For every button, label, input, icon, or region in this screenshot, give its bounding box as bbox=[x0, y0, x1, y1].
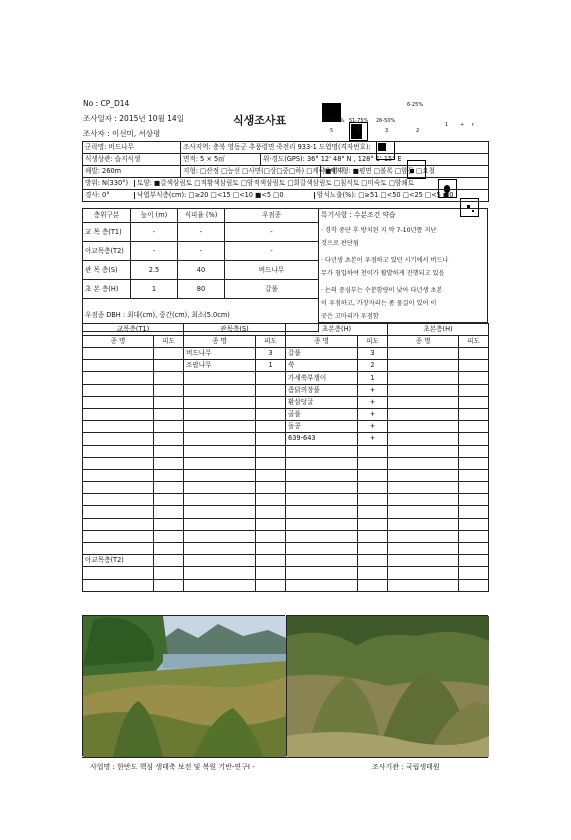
table-row: 교 목 층(T1) - - - bbox=[83, 223, 319, 242]
shrub-species-cover: 1 bbox=[256, 360, 286, 372]
page-title: 식생조사표 bbox=[233, 114, 287, 127]
group-header-herb: 초본층(H) bbox=[286, 324, 388, 336]
document-number: No : CP_D14 bbox=[83, 99, 130, 108]
slope: 경사: 0° bbox=[83, 192, 135, 199]
cover-num-5: 5 bbox=[330, 128, 334, 134]
species-row bbox=[83, 457, 489, 469]
vegetation-type: 식생상관: 습지식생 bbox=[83, 154, 181, 166]
species-row bbox=[83, 469, 489, 481]
table-row: 초 본 층(H) 1 80 갈풀 bbox=[83, 280, 319, 299]
project-name: 사업명 : 한반도 핵심 생태축 보전 및 복원 기반-연구Ⅰ - bbox=[90, 763, 255, 771]
footer-rule bbox=[82, 757, 488, 758]
remarks-title: 특기사항 : 수분조건 약습 bbox=[321, 211, 396, 219]
rock-exposure: 암석노출(%): □≥51 □<50 □<25 □<5 ■0 bbox=[317, 191, 454, 200]
subtree-layer-label: 아교목층(T2) bbox=[83, 555, 154, 567]
cover-num-plus: + bbox=[460, 122, 465, 128]
microlandform: 미세지형: ■평면 □볼록 □함몰 □요철 bbox=[321, 166, 489, 178]
survey-site: 조사지역: 충북 영동군 추풍령면 죽전리 933-1 도엽명(격자번호): bbox=[181, 142, 489, 154]
cover-num-2: 2 bbox=[416, 128, 420, 134]
species-row bbox=[83, 518, 489, 530]
column-headers: 종 명 피도 종 명 피도 종 명 피도 종 명 피도 bbox=[83, 336, 489, 348]
group-header-herb-2: 초본층(H) bbox=[388, 324, 489, 336]
group-header-tree: 교목층(T1) bbox=[83, 324, 184, 336]
species-row bbox=[83, 408, 489, 420]
herb-species-cover: 2 bbox=[358, 360, 388, 372]
cover-num-r: r bbox=[472, 122, 475, 128]
layer-header-dominant: 우점종 bbox=[225, 209, 319, 223]
herb-species-cover: + bbox=[358, 421, 388, 433]
herb-species-name: 가세쑥부쟁이 bbox=[286, 372, 358, 384]
cover-label-2: 6-25% bbox=[407, 102, 424, 108]
species-row bbox=[83, 445, 489, 457]
remarks-box: 특기사항 : 수분조건 약습 · 경작 중단 후 방치된 지 약 7-10년쯤 지난 것으로 판단됨 · 다년생 초본이 우점하고 있던 시기에서 버드나 무가 침입하여 천이가 활발하게 진행되고 있음 · 논의 중심부는 수분함량이 낮아 다년생 초본 이 우점하고, 가장자리는 좀 물길이 있어 이 곳은 고마리가 우점함 bbox=[318, 208, 488, 323]
plot-area: 면적: 5 × 5㎡ bbox=[181, 154, 261, 166]
herb-species-cover: + bbox=[358, 396, 388, 408]
species-row bbox=[83, 384, 489, 396]
dominant-dbh: 우점종 DBH : 최대(cm), 중간(cm), 최소(5.0cm) bbox=[83, 299, 319, 332]
species-row bbox=[83, 421, 489, 433]
species-row bbox=[83, 555, 489, 567]
herb-species-cover: 3 bbox=[358, 348, 388, 360]
herb-species-name: 좀닭의장풀 bbox=[286, 384, 358, 396]
herb-species-name: 쑥 bbox=[286, 360, 358, 372]
herb-species-cover: + bbox=[358, 408, 388, 420]
table-row: 아교목층(T2) - - - bbox=[83, 242, 319, 261]
species-row bbox=[83, 360, 489, 372]
cover-num-1: 1 bbox=[445, 122, 449, 128]
herb-species-cover: + bbox=[358, 384, 388, 396]
species-row bbox=[83, 482, 489, 494]
site-photo-2 bbox=[286, 615, 488, 756]
species-row bbox=[83, 348, 489, 360]
species-row bbox=[83, 579, 489, 591]
species-row bbox=[83, 530, 489, 542]
elevation: 해발: 260m bbox=[83, 166, 181, 178]
survey-agency: 조사기관 : 국립생태원 bbox=[372, 763, 440, 771]
landform: 지형: □산정 □능선 □사면(□상□중□하) □계곡■평지 bbox=[181, 166, 321, 178]
shrub-species-name: 조팝나무 bbox=[184, 360, 256, 372]
site-photo-1 bbox=[82, 615, 285, 756]
aspect-soil-row bbox=[83, 178, 489, 190]
layer-header-name: 층위구분 bbox=[83, 209, 131, 223]
herb-species-name: 골풀 bbox=[286, 408, 358, 420]
herb-species-name: 639-643 bbox=[286, 433, 358, 445]
cover-label-5: 76-100% bbox=[322, 118, 345, 124]
layer-table bbox=[82, 208, 319, 332]
layer-header-height: 높이 (m) bbox=[131, 209, 178, 223]
table-row: 관 목 층(S) 2.5 40 버드나무 bbox=[83, 261, 319, 280]
cover-num-4: 4 bbox=[357, 128, 361, 134]
landscape-photo-image bbox=[83, 616, 286, 757]
shrub-species-cover: 3 bbox=[256, 348, 286, 360]
herb-species-name: 갈풀 bbox=[286, 348, 358, 360]
species-row bbox=[83, 433, 489, 445]
leaf-litter-depth: 낙엽부식층(cm): □≥20 □<15 □<10 ■<5 □0 bbox=[135, 192, 315, 199]
species-row bbox=[83, 494, 489, 506]
group-header-shrub: 관목층(S) bbox=[184, 324, 286, 336]
shrub-photo-image bbox=[287, 616, 489, 757]
aspect: 방위: N(330°) bbox=[83, 180, 135, 187]
herb-species-cover: + bbox=[358, 433, 388, 445]
soil-type: 토양: ■갈색삼림토 □적황색삼림토 □암적색삼림토 □회갈색삼림토 □침식토 □미숙토 □암쇄토 bbox=[137, 179, 415, 188]
survey-date: 조사일자 : 2015년 10월 14일 bbox=[83, 114, 184, 123]
slope-litter-row bbox=[83, 190, 489, 202]
species-row bbox=[83, 372, 489, 384]
cover-label-3: 26-50% bbox=[376, 118, 396, 124]
herb-species-name: 돌콩 bbox=[286, 421, 358, 433]
species-row bbox=[83, 543, 489, 555]
herb-species-cover: 1 bbox=[358, 372, 388, 384]
surveyors: 조사자 : 이선미, 서상평 bbox=[83, 129, 161, 138]
site-info-table bbox=[82, 141, 489, 202]
species-row bbox=[83, 567, 489, 579]
layer-header-cover: 식피율 (%) bbox=[178, 209, 225, 223]
community-name: 군락명: 버드나무 bbox=[83, 142, 181, 154]
species-table bbox=[82, 323, 489, 592]
cover-num-3: 3 bbox=[385, 128, 389, 134]
shrub-species-name: 버드나무 bbox=[184, 348, 256, 360]
gps-coordinates: 위·경도(GPS): 36° 12' 48" N , 128° 1' 15" E bbox=[261, 154, 489, 166]
cover-label-4: 51-75% bbox=[349, 118, 369, 124]
species-row bbox=[83, 506, 489, 518]
herb-species-name: 환삼덩굴 bbox=[286, 396, 358, 408]
species-row bbox=[83, 396, 489, 408]
